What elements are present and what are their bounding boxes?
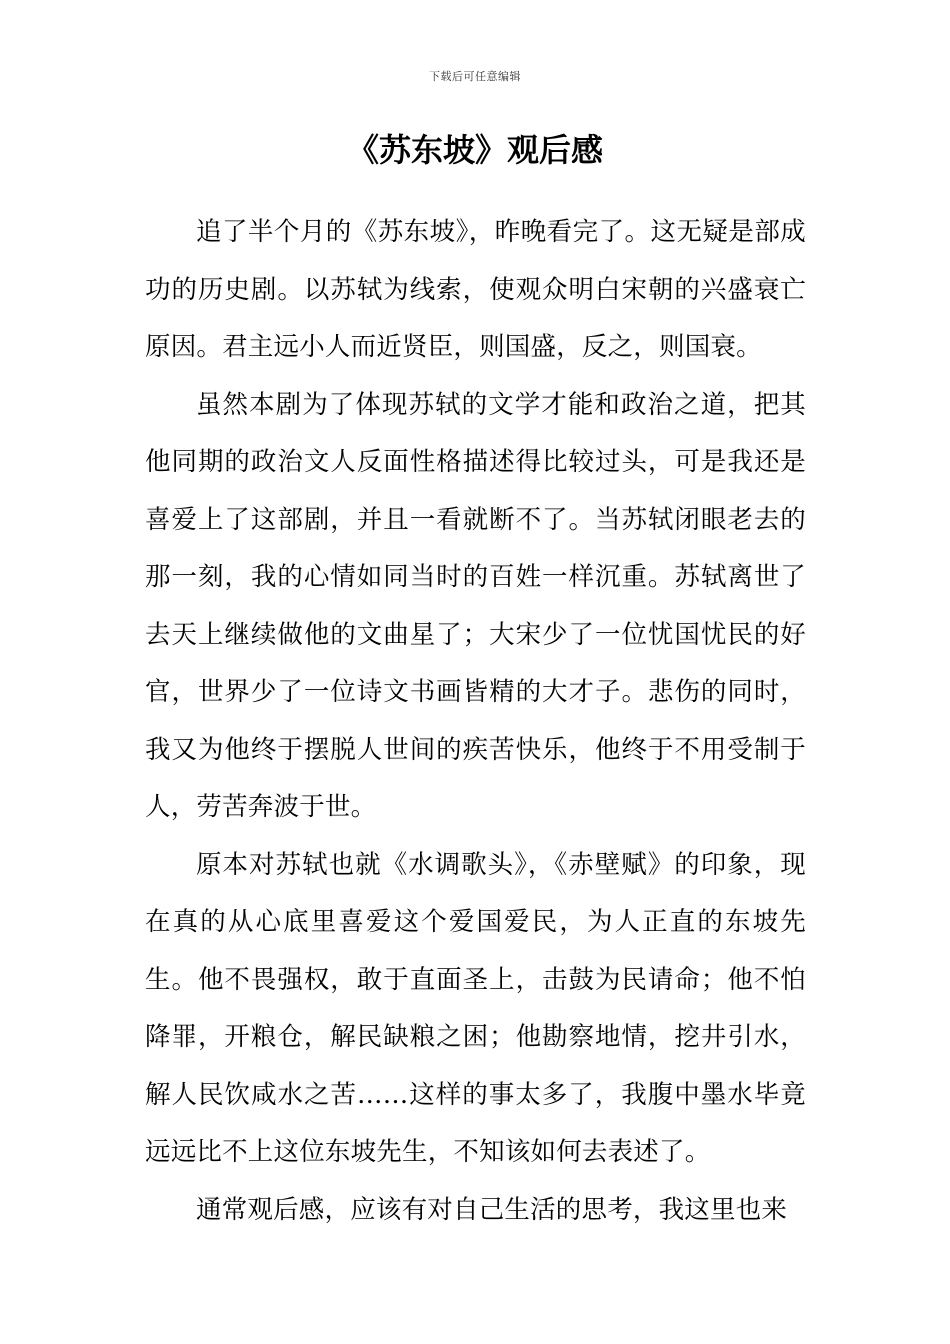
document-title: 《苏东坡》观后感 [346,131,603,169]
paragraph-1: 追了半个月的《苏东坡》，昨晚看完了。这无疑是部成功的历史剧。以苏轼为线索，使观众明白宋朝的兴盛衰亡原因。君主远小人而近贤臣，则国盛，反之，则国衰。 [145,217,806,362]
header-note: 下载后可任意编辑 [429,70,521,83]
paragraph-2: 虽然本剧为了体现苏轼的文学才能和政治之道，把其他同期的政治文人反面性格描述得比较过头，可是我还是喜爱上了这部剧，并且一看就断不了。当苏轼闭眼老去的那一刻，我的心情如同当时的百姓一样沉重。苏轼离世了去天上继续做他的文曲星了；大宋少了一位忧国忧民的好官，世界少了一位诗文书画皆精的大才子。悲伤的同时，我又为他终于摆脱人世间的疾苦快乐，他终于不用受制于人，劳苦奔波于世。 [145,389,806,822]
paragraph-3: 原本对苏轼也就《水调歌头》，《赤壁赋》的印象，现在真的从心底里喜爱这个爱国爱民，为人正直的东坡先生。他不畏强权，敢于直面圣上，击鼓为民请命；他不怕降罪，开粮仓，解民缺粮之困；他勘察地情，挖井引水，解人民饮咸水之苦……这样的事太多了，我腹中墨水毕竟远远比不上这位东坡先生，不知该如何去表述了。 [145,849,806,1167]
paragraph-4: 通常观后感，应该有对自己生活的思考，我这里也来 [196,1194,788,1225]
document-body [145,204,806,1239]
